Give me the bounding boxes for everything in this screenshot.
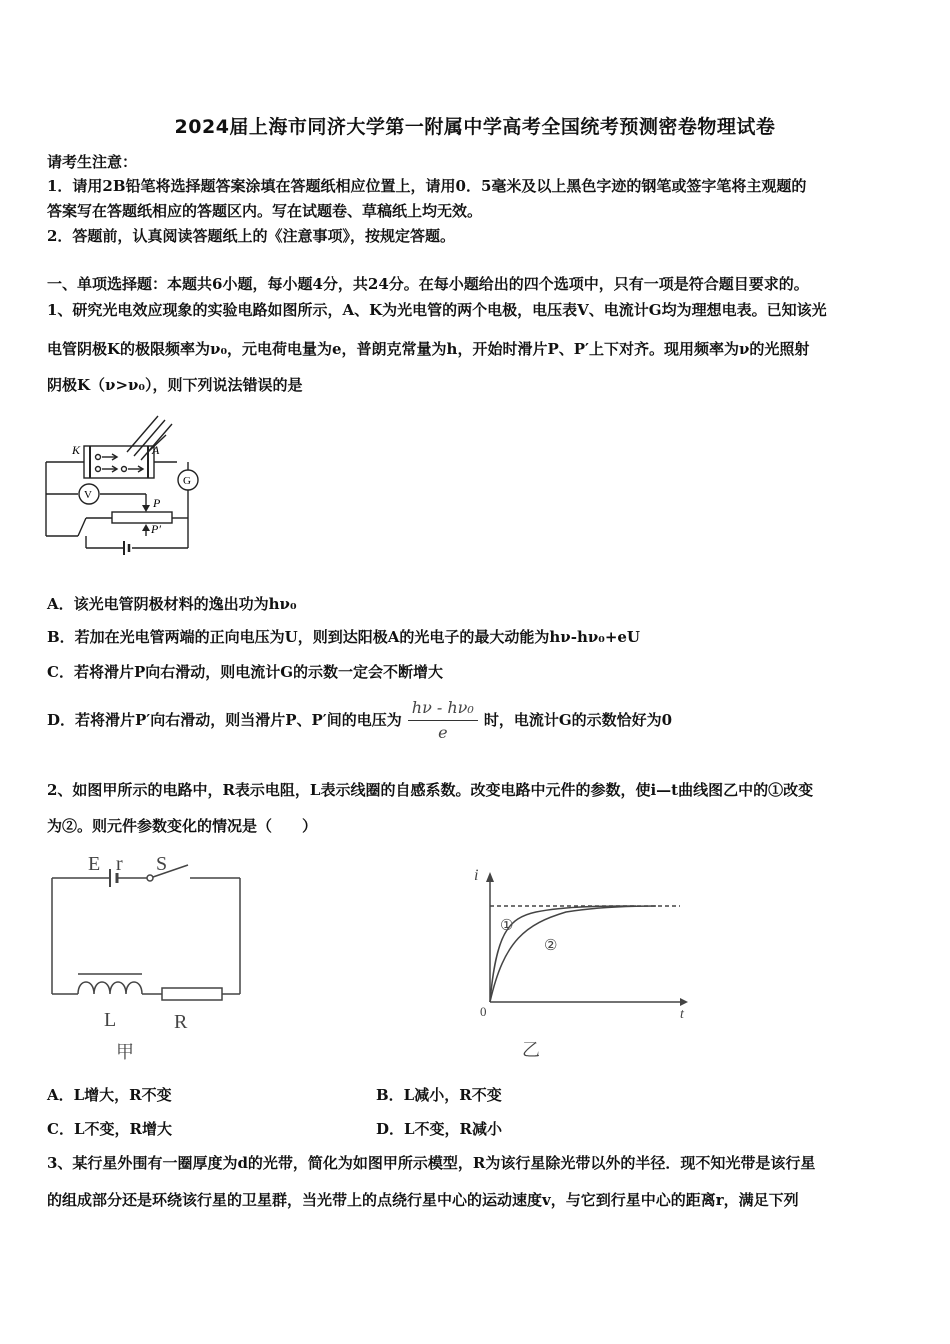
q1-option-a[interactable]: A．该光电管阴极材料的逸出功为hν₀ (47, 595, 297, 613)
q1-option-d[interactable] (47, 695, 672, 745)
label-p: P (153, 496, 161, 510)
q1-option-d-tail: 时，电流计G的示数恰好为0 (483, 711, 673, 729)
q1-option-b[interactable]: B．若加在光电管两端的正向电压为U，则到达阳极A的光电子的最大动能为hν-hν₀+eU (47, 628, 641, 646)
rl-circuit-figure (40, 848, 255, 1063)
q2-line-2: 为②。则元件参数变化的情况是（ ） (47, 817, 318, 835)
label-l: L (104, 1009, 117, 1031)
fraction (408, 698, 478, 743)
curve-label-2: ② (544, 938, 558, 954)
label-r-internal: r (116, 853, 123, 875)
label-s: S (156, 853, 168, 875)
q3-line-2: 的组成部分还是环绕该行星的卫星群，当光带上的点绕行星中心的运动速度v，与它到行星中心的距离r，满足下列 (47, 1191, 799, 1209)
photoelectric-circuit-figure (40, 410, 215, 565)
q2-option-c[interactable]: C．L不变，R增大 (47, 1120, 172, 1138)
fraction-denominator: e (438, 722, 448, 742)
label-e: E (88, 853, 101, 875)
label-resistor: R (174, 1011, 188, 1033)
label-a: A (152, 443, 160, 457)
notice-line-1b: 答案写在答题纸相应的答题区内。写在试题卷、草稿纸上均无效。 (47, 202, 483, 220)
fraction-numerator: hν - hν₀ (408, 698, 478, 721)
q1-line-1: 1、研究光电效应现象的实验电路如图所示，A、K为光电管的两个电极，电压表V、电流计G均为理想电表。已知该光 (47, 301, 827, 319)
q1-line-2: 电管阴极K的极限频率为ν₀，元电荷电量为e，普朗克常量为h，开始时滑片P、P′上下对齐。现用频率为ν的光照射 (47, 340, 810, 358)
q1-line-3: 阴极K（ν>ν₀），则下列说法错误的是 (47, 376, 303, 394)
axis-label-t: t (680, 1007, 684, 1022)
label-p-prime: P′ (151, 522, 161, 536)
figure-caption-jia: 甲 (116, 1042, 134, 1062)
q3-line-1: 3、某行星外围有一圈厚度为d的光带，简化为如图甲所示模型，R为该行星除光带以外的半径．现不知光带是该行星 (47, 1154, 816, 1172)
section-heading: 一、单项选择题：本题共6小题，每小题4分，共24分。在每小题给出的四个选项中，只有一项是符合题目要求的。 (47, 275, 809, 293)
q1-option-d-text: D．若将滑片P′向右滑动，则当滑片P、P′间的电压为 (47, 711, 402, 729)
label-v: V (84, 489, 92, 501)
axis-label-i: i (474, 867, 479, 884)
q2-option-a[interactable]: A．L增大，R不变 (47, 1086, 172, 1104)
notice-line-1a: 1．请用2B铅笔将选择题答案涂填在答题纸相应位置上，请用0．5毫米及以上黑色字迹的钢笔或签字笔将主观题的 (47, 177, 807, 195)
origin-label: 0 (480, 1004, 487, 1019)
page-title: 2024届上海市同济大学第一附属中学高考全国统考预测密卷物理试卷 (174, 116, 776, 138)
i-t-graph-figure (466, 858, 696, 1063)
label-k: K (72, 443, 81, 457)
curve-label-1: ① (500, 918, 514, 934)
notice-heading: 请考生注意： (47, 153, 138, 171)
q2-option-b[interactable]: B．L减小，R不变 (376, 1086, 502, 1104)
q1-option-c[interactable]: C．若将滑片P向右滑动，则电流计G的示数一定会不断增大 (47, 663, 444, 681)
notice-line-2: 2．答题前，认真阅读答题纸上的《注意事项》，按规定答题。 (47, 227, 455, 245)
q2-option-d[interactable]: D．L不变，R减小 (376, 1120, 503, 1138)
label-g: G (183, 475, 191, 487)
q2-line-1: 2、如图甲所示的电路中，R表示电阻，L表示线圈的自感系数。改变电路中元件的参数，使i—t曲线图乙中的①改变 (47, 781, 814, 799)
figure-caption-yi: 乙 (522, 1040, 540, 1060)
